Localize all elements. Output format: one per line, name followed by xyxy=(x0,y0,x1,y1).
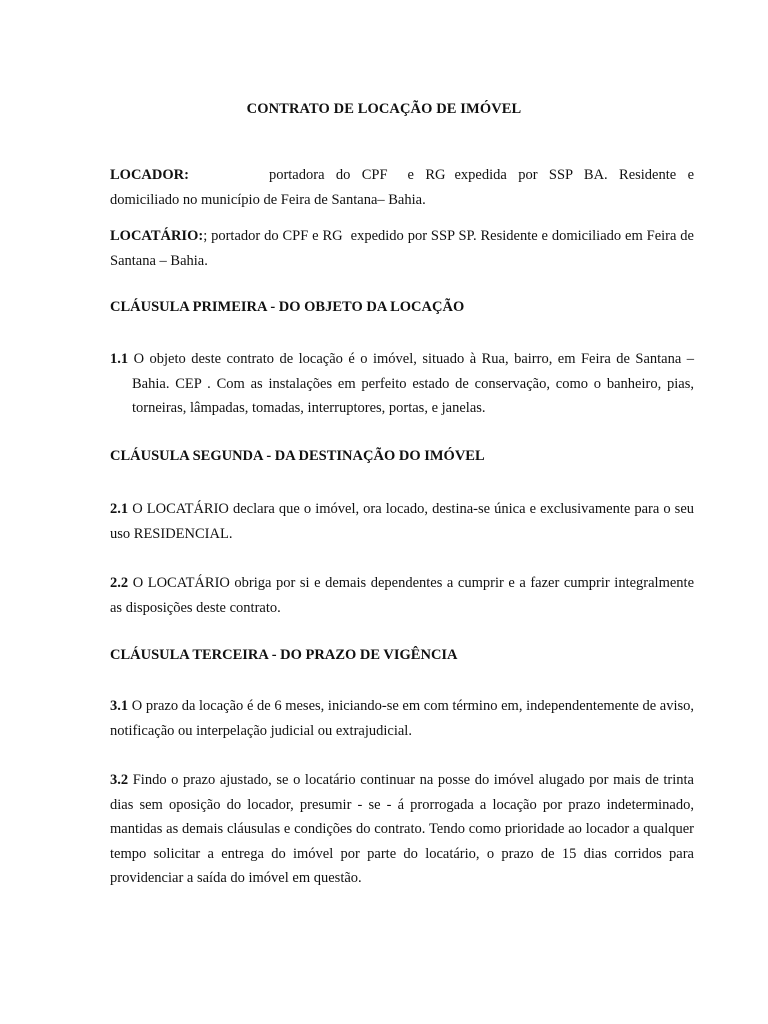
locador-cpf-text: portadora do CPF xyxy=(268,167,388,183)
item-3-1 xyxy=(110,694,694,743)
locatario-label: LOCATÁRIO: xyxy=(110,228,204,244)
item-3-2-number: 3.2 xyxy=(110,772,129,788)
item-2-2 xyxy=(110,571,694,620)
locatario-cpf-text: ; portador do CPF e RG xyxy=(203,228,343,244)
item-2-2-text: O LOCATÁRIO obriga por si e demais dependentes a cumprir e a fazer cumprir integralmente as disposições deste contrato. xyxy=(110,575,695,616)
item-2-1-text: O LOCATÁRIO declara que o imóvel, ora locado, destina-se única e exclusivamente para o seu uso RESIDENCIAL. xyxy=(110,501,695,542)
locador-residence-text: expedida por SSP BA. Residente e domiciliado no município de Feira de Santana– Bahia. xyxy=(110,167,695,208)
item-3-2-text: Findo o prazo ajustado, se o locatário continuar na posse do imóvel alugado por mais de trinta dias sem oposição do locador, presumir - se - á prorrogada a locação por prazo indeterminado, mantidas as demais cláusulas e condições do contrato. Tendo como prioridade ao locador a qualquer tempo solicitar a entrega do imóvel por parte do locatário, o prazo de 15 dias corridos para providenciar a saída do imóvel em questão. xyxy=(110,772,694,886)
item-1-1-text: O objeto deste contrato de locação é o imóvel, situado à Rua, bairro, em Feira de Santana – Bahia. CEP . Com as instalações em perfeito estado de conservação, como o banheiro, pias, torneiras, lâmpadas, tomadas, interruptores, portas, e janelas. xyxy=(132,351,694,416)
locador-paragraph xyxy=(110,163,694,212)
item-3-1-text: O prazo da locação é de 6 meses, iniciando-se em com término em, independentemente de aviso, notificação ou interpelação judicial ou extrajudicial. xyxy=(110,698,694,739)
locador-rg-text: e RG xyxy=(407,167,446,183)
item-2-2-number: 2.2 xyxy=(110,575,129,591)
item-3-2 xyxy=(110,768,694,891)
clause-3-heading: CLÁUSULA TERCEIRA - DO PRAZO DE VIGÊNCIA xyxy=(110,647,458,663)
item-2-1-number: 2.1 xyxy=(110,501,129,517)
clause-1-heading: CLÁUSULA PRIMEIRA - DO OBJETO DA LOCAÇÃO xyxy=(110,299,465,315)
clause-2-heading: CLÁUSULA SEGUNDA - DA DESTINAÇÃO DO IMÓVEL xyxy=(110,448,485,464)
item-3-1-number: 3.1 xyxy=(110,698,129,714)
item-1-1 xyxy=(110,347,694,421)
document-title: CONTRATO DE LOCAÇÃO DE IMÓVEL xyxy=(246,101,522,117)
locatario-paragraph xyxy=(110,224,694,273)
item-1-1-number: 1.1 xyxy=(110,351,129,367)
locatario-residence-text: expedido por SSP SP. Residente e domiciliado em Feira de Santana – Bahia. xyxy=(110,228,694,269)
item-2-1 xyxy=(110,497,694,546)
locador-label: LOCADOR: xyxy=(110,167,189,183)
